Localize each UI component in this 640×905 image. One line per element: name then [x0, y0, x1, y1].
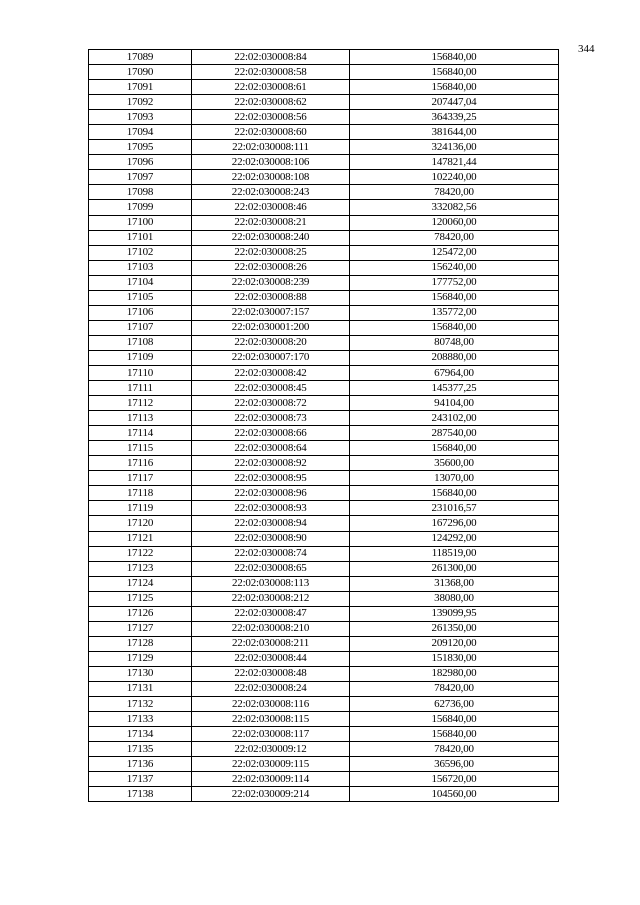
- table-row: [89, 697, 559, 712]
- row-number-cell: 17102: [89, 245, 192, 260]
- cadastral-value-cell: 156840,00: [350, 320, 559, 335]
- table-row: [89, 471, 559, 486]
- cadastral-value-cell: 156840,00: [350, 486, 559, 501]
- table-row: [89, 140, 559, 155]
- cadastral-value-cell: 151830,00: [350, 651, 559, 666]
- table-row: [89, 396, 559, 411]
- cadastral-number-cell: 22:02:030008:94: [192, 516, 350, 531]
- table-row: [89, 260, 559, 275]
- cadastral-value-cell: 324136,00: [350, 140, 559, 155]
- cadastral-value-cell: 78420,00: [350, 230, 559, 245]
- row-number-cell: 17091: [89, 80, 192, 95]
- cadastral-value-cell: 156840,00: [350, 441, 559, 456]
- cadastral-number-cell: 22:02:030008:65: [192, 561, 350, 576]
- cadastral-value-cell: 207447,04: [350, 95, 559, 110]
- table-row: [89, 65, 559, 80]
- table-row: [89, 606, 559, 621]
- cadastral-value-cell: 67964,00: [350, 365, 559, 380]
- table-row: [89, 155, 559, 170]
- cadastral-value-cell: 102240,00: [350, 170, 559, 185]
- cadastral-value-cell: 156840,00: [350, 50, 559, 65]
- cadastral-value-cell: 243102,00: [350, 411, 559, 426]
- row-number-cell: 17138: [89, 787, 192, 802]
- table-row: [89, 636, 559, 651]
- cadastral-number-cell: 22:02:030008:111: [192, 140, 350, 155]
- row-number-cell: 17113: [89, 411, 192, 426]
- cadastral-number-cell: 22:02:030008:115: [192, 712, 350, 727]
- table-row: [89, 742, 559, 757]
- row-number-cell: 17136: [89, 757, 192, 772]
- row-number-cell: 17093: [89, 110, 192, 125]
- cadastral-number-cell: 22:02:030008:58: [192, 65, 350, 80]
- cadastral-number-cell: 22:02:030008:46: [192, 200, 350, 215]
- row-number-cell: 17114: [89, 426, 192, 441]
- cadastral-value-cell: 156840,00: [350, 80, 559, 95]
- table-row: [89, 591, 559, 606]
- cadastral-number-cell: 22:02:030008:92: [192, 456, 350, 471]
- table-row: [89, 275, 559, 290]
- table-row: [89, 486, 559, 501]
- table-row: [89, 411, 559, 426]
- row-number-cell: 17127: [89, 621, 192, 636]
- row-number-cell: 17112: [89, 396, 192, 411]
- table-row: [89, 200, 559, 215]
- table-row: [89, 621, 559, 636]
- row-number-cell: 17123: [89, 561, 192, 576]
- cadastral-number-cell: 22:02:030008:212: [192, 591, 350, 606]
- cadastral-value-cell: 145377,25: [350, 381, 559, 396]
- cadastral-value-cell: 135772,00: [350, 305, 559, 320]
- cadastral-number-cell: 22:02:030008:239: [192, 275, 350, 290]
- table-row: [89, 381, 559, 396]
- cadastral-value-cell: 139099,95: [350, 606, 559, 621]
- cadastral-number-cell: 22:02:030008:72: [192, 396, 350, 411]
- table-row: [89, 350, 559, 365]
- row-number-cell: 17104: [89, 275, 192, 290]
- table-row: [89, 757, 559, 772]
- cadastral-value-cell: 209120,00: [350, 636, 559, 651]
- cadastral-value-cell: 35600,00: [350, 456, 559, 471]
- cadastral-value-cell: 177752,00: [350, 275, 559, 290]
- cadastral-value-cell: 167296,00: [350, 516, 559, 531]
- cadastral-number-cell: 22:02:030008:210: [192, 621, 350, 636]
- cadastral-number-cell: 22:02:030008:64: [192, 441, 350, 456]
- cadastral-number-cell: 22:02:030008:93: [192, 501, 350, 516]
- row-number-cell: 17108: [89, 335, 192, 350]
- cadastral-number-cell: 22:02:030008:108: [192, 170, 350, 185]
- row-number-cell: 17121: [89, 531, 192, 546]
- cadastral-number-cell: 22:02:030008:62: [192, 95, 350, 110]
- table-row: [89, 215, 559, 230]
- table-row: [89, 787, 559, 802]
- cadastral-number-cell: 22:02:030008:20: [192, 335, 350, 350]
- row-number-cell: 17126: [89, 606, 192, 621]
- cadastral-value-cell: 261350,00: [350, 621, 559, 636]
- table-row: [89, 335, 559, 350]
- cadastral-number-cell: 22:02:030008:24: [192, 681, 350, 696]
- cadastral-value-cell: 261300,00: [350, 561, 559, 576]
- row-number-cell: 17109: [89, 350, 192, 365]
- table-row: [89, 666, 559, 681]
- row-number-cell: 17097: [89, 170, 192, 185]
- row-number-cell: 17119: [89, 501, 192, 516]
- cadastral-number-cell: 22:02:030009:214: [192, 787, 350, 802]
- cadastral-number-cell: 22:02:030009:12: [192, 742, 350, 757]
- cadastral-value-cell: 156720,00: [350, 772, 559, 787]
- cadastral-value-cell: 38080,00: [350, 591, 559, 606]
- row-number-cell: 17134: [89, 727, 192, 742]
- row-number-cell: 17092: [89, 95, 192, 110]
- row-number-cell: 17130: [89, 666, 192, 681]
- cadastral-number-cell: 22:02:030008:44: [192, 651, 350, 666]
- table-row: [89, 681, 559, 696]
- table-row: [89, 561, 559, 576]
- row-number-cell: 17133: [89, 712, 192, 727]
- row-number-cell: 17090: [89, 65, 192, 80]
- cadastral-number-cell: 22:02:030008:47: [192, 606, 350, 621]
- cadastral-number-cell: 22:02:030008:117: [192, 727, 350, 742]
- cadastral-number-cell: 22:02:030008:73: [192, 411, 350, 426]
- table-row: [89, 50, 559, 65]
- cadastral-number-cell: 22:02:030008:66: [192, 426, 350, 441]
- cadastral-number-cell: 22:02:030008:211: [192, 636, 350, 651]
- table-row: [89, 576, 559, 591]
- registry-table: [88, 49, 559, 802]
- cadastral-number-cell: 22:02:030008:60: [192, 125, 350, 140]
- cadastral-number-cell: 22:02:030009:115: [192, 757, 350, 772]
- cadastral-number-cell: 22:02:030008:95: [192, 471, 350, 486]
- row-number-cell: 17101: [89, 230, 192, 245]
- row-number-cell: 17132: [89, 697, 192, 712]
- cadastral-number-cell: 22:02:030008:96: [192, 486, 350, 501]
- cadastral-value-cell: 94104,00: [350, 396, 559, 411]
- cadastral-value-cell: 332082,56: [350, 200, 559, 215]
- row-number-cell: 17096: [89, 155, 192, 170]
- cadastral-value-cell: 156840,00: [350, 65, 559, 80]
- cadastral-value-cell: 208880,00: [350, 350, 559, 365]
- table-row: [89, 441, 559, 456]
- cadastral-number-cell: 22:02:030007:170: [192, 350, 350, 365]
- cadastral-value-cell: 156240,00: [350, 260, 559, 275]
- cadastral-value-cell: 118519,00: [350, 546, 559, 561]
- row-number-cell: 17107: [89, 320, 192, 335]
- table-row: [89, 230, 559, 245]
- table-row: [89, 125, 559, 140]
- cadastral-value-cell: 124292,00: [350, 531, 559, 546]
- table-row: [89, 712, 559, 727]
- table-row: [89, 290, 559, 305]
- table-row: [89, 651, 559, 666]
- table-row: [89, 95, 559, 110]
- cadastral-number-cell: 22:02:030008:243: [192, 185, 350, 200]
- table-row: [89, 426, 559, 441]
- cadastral-number-cell: 22:02:030008:21: [192, 215, 350, 230]
- row-number-cell: 17105: [89, 290, 192, 305]
- row-number-cell: 17106: [89, 305, 192, 320]
- table-row: [89, 516, 559, 531]
- cadastral-value-cell: 147821,44: [350, 155, 559, 170]
- row-number-cell: 17135: [89, 742, 192, 757]
- table-row: [89, 80, 559, 95]
- row-number-cell: 17098: [89, 185, 192, 200]
- cadastral-number-cell: 22:02:030008:74: [192, 546, 350, 561]
- cadastral-value-cell: 13070,00: [350, 471, 559, 486]
- cadastral-number-cell: 22:02:030008:26: [192, 260, 350, 275]
- row-number-cell: 17103: [89, 260, 192, 275]
- table-row: [89, 170, 559, 185]
- row-number-cell: 17124: [89, 576, 192, 591]
- cadastral-number-cell: 22:02:030008:25: [192, 245, 350, 260]
- cadastral-number-cell: 22:02:030007:157: [192, 305, 350, 320]
- row-number-cell: 17131: [89, 681, 192, 696]
- row-number-cell: 17137: [89, 772, 192, 787]
- cadastral-value-cell: 36596,00: [350, 757, 559, 772]
- cadastral-number-cell: 22:02:030009:114: [192, 772, 350, 787]
- table-row: [89, 110, 559, 125]
- cadastral-number-cell: 22:02:030008:88: [192, 290, 350, 305]
- registry-table-body: [89, 50, 559, 802]
- cadastral-number-cell: 22:02:030008:240: [192, 230, 350, 245]
- cadastral-value-cell: 231016,57: [350, 501, 559, 516]
- table-row: [89, 185, 559, 200]
- table-row: [89, 727, 559, 742]
- cadastral-value-cell: 80748,00: [350, 335, 559, 350]
- cadastral-number-cell: 22:02:030008:84: [192, 50, 350, 65]
- cadastral-value-cell: 78420,00: [350, 681, 559, 696]
- row-number-cell: 17095: [89, 140, 192, 155]
- cadastral-number-cell: 22:02:030008:48: [192, 666, 350, 681]
- table-row: [89, 305, 559, 320]
- table-row: [89, 365, 559, 380]
- cadastral-number-cell: 22:02:030008:90: [192, 531, 350, 546]
- row-number-cell: 17089: [89, 50, 192, 65]
- cadastral-value-cell: 287540,00: [350, 426, 559, 441]
- row-number-cell: 17122: [89, 546, 192, 561]
- cadastral-value-cell: 156840,00: [350, 290, 559, 305]
- cadastral-number-cell: 22:02:030008:113: [192, 576, 350, 591]
- row-number-cell: 17094: [89, 125, 192, 140]
- table-row: [89, 456, 559, 471]
- cadastral-value-cell: 381644,00: [350, 125, 559, 140]
- cadastral-value-cell: 31368,00: [350, 576, 559, 591]
- cadastral-value-cell: 104560,00: [350, 787, 559, 802]
- cadastral-number-cell: 22:02:030008:56: [192, 110, 350, 125]
- row-number-cell: 17117: [89, 471, 192, 486]
- row-number-cell: 17125: [89, 591, 192, 606]
- cadastral-number-cell: 22:02:030008:42: [192, 365, 350, 380]
- cadastral-value-cell: 78420,00: [350, 742, 559, 757]
- row-number-cell: 17129: [89, 651, 192, 666]
- cadastral-value-cell: 125472,00: [350, 245, 559, 260]
- cadastral-value-cell: 156840,00: [350, 712, 559, 727]
- table-row: [89, 245, 559, 260]
- row-number-cell: 17099: [89, 200, 192, 215]
- table-row: [89, 501, 559, 516]
- cadastral-number-cell: 22:02:030008:45: [192, 381, 350, 396]
- row-number-cell: 17111: [89, 381, 192, 396]
- row-number-cell: 17120: [89, 516, 192, 531]
- table-row: [89, 546, 559, 561]
- row-number-cell: 17118: [89, 486, 192, 501]
- cadastral-number-cell: 22:02:030008:61: [192, 80, 350, 95]
- cadastral-number-cell: 22:02:030008:116: [192, 697, 350, 712]
- cadastral-value-cell: 62736,00: [350, 697, 559, 712]
- cadastral-value-cell: 364339,25: [350, 110, 559, 125]
- cadastral-value-cell: 120060,00: [350, 215, 559, 230]
- page-number: 344: [578, 43, 595, 55]
- row-number-cell: 17128: [89, 636, 192, 651]
- row-number-cell: 17110: [89, 365, 192, 380]
- row-number-cell: 17116: [89, 456, 192, 471]
- table-row: [89, 320, 559, 335]
- cadastral-number-cell: 22:02:030008:106: [192, 155, 350, 170]
- table-row: [89, 531, 559, 546]
- row-number-cell: 17115: [89, 441, 192, 456]
- table-row: [89, 772, 559, 787]
- row-number-cell: 17100: [89, 215, 192, 230]
- cadastral-value-cell: 78420,00: [350, 185, 559, 200]
- cadastral-number-cell: 22:02:030001:200: [192, 320, 350, 335]
- cadastral-value-cell: 182980,00: [350, 666, 559, 681]
- cadastral-value-cell: 156840,00: [350, 727, 559, 742]
